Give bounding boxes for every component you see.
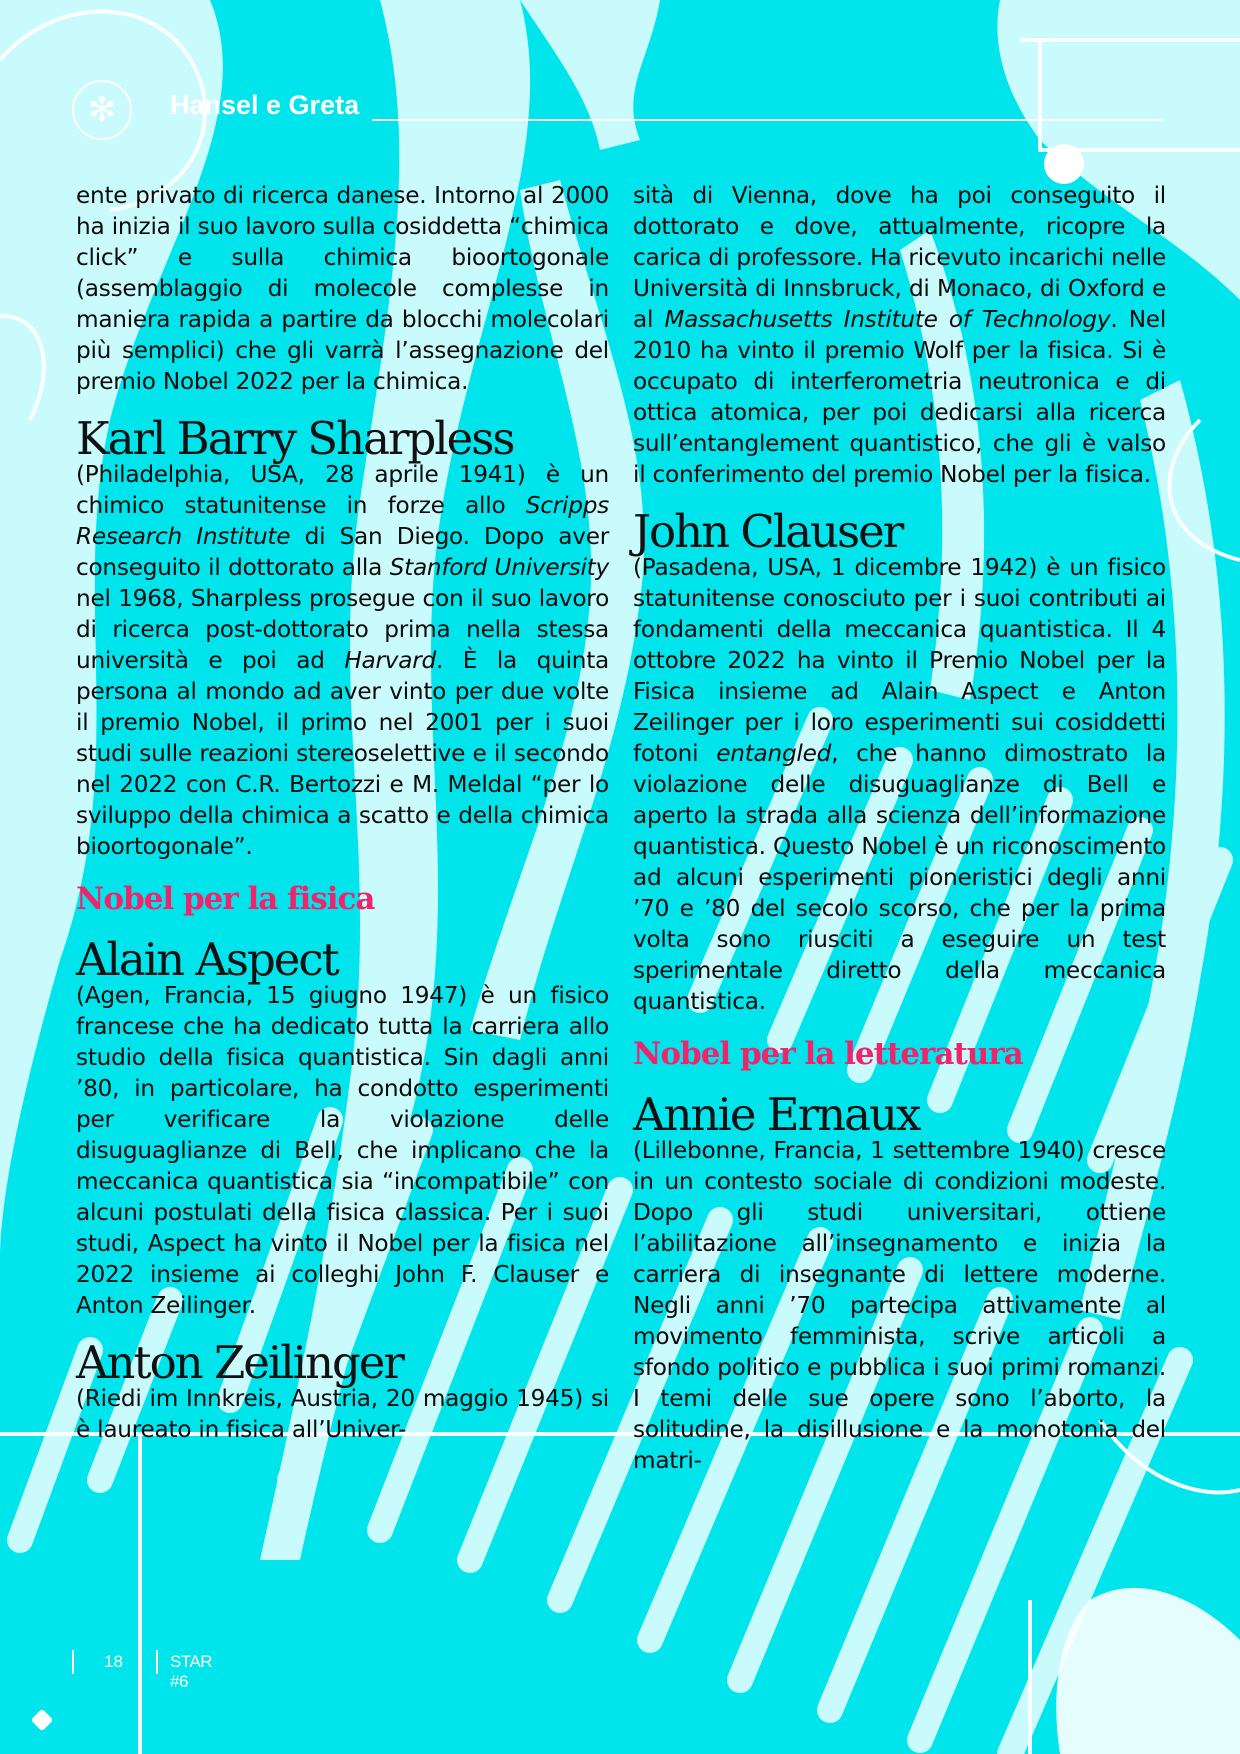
heading-ernaux: Annie Ernaux [633, 1088, 920, 1141]
paragraph-aspect: (Agen, Francia, 15 giugno 1947) è un fisico francese che ha dedicato tutta la carriera allo studio della fisica quantistica. Sin dagli anni ’80, in particolare, ha condotto esperimenti per verificare la violazione delle disuguaglianze di Bell, che implicano che la meccanica quantistica sia “incompatibile” con alcuni postulati della fisica classica. Per i suoi studi, Aspect ha vinto il Nobel per la fisica nel 2022 insieme ai colleghi John F. Clauser e Anton Zeilinger. [76, 982, 609, 1319]
heading-sharpless: Karl Barry Sharpless [76, 412, 514, 465]
page-number: 18 [104, 1652, 123, 1671]
heading-zeilinger: Anton Zeilinger [76, 1336, 403, 1389]
left-column [76, 180, 609, 1445]
section-title: Hansel e Greta [170, 90, 360, 120]
header-rule [372, 119, 1164, 121]
category-literature: Nobel per la letteratura [633, 1036, 1023, 1072]
heading-aspect: Alain Aspect [76, 933, 338, 986]
paragraph-sharpless: (Philadelphia, USA, 28 aprile 1941) è un chimico statunitense in forze allo Scripps Research Institute di San Diego. Dopo aver conseguito il dottorato alla Stanford University nel 1968, Sharpless prosegue con il suo lavoro di ricerca post-dottorato prima nella stessa università e poi ad Harvard. È la quinta persona al mondo ad aver vinto per due volte il premio Nobel, il primo nel 2001 per i suoi studi sulle reazioni stereoselettive e il secondo nel 2022 con C.R. Bertozzi e M. Meldal “per lo sviluppo della chimica a scatto e della chimica bioortogonale”. [76, 461, 610, 860]
right-column [633, 180, 1166, 1476]
paragraph-clauser: (Pasadena, USA, 1 dicembre 1942) è un fisico statunitense conosciuto per i suoi contributi ai fondamenti della meccanica quantistica. Il 4 ottobre 2022 ha vinto il Premio Nobel per la Fisica insieme ad Alain Aspect e Anton Zeilinger per i loro esperimenti sui cosiddetti fotoni entangled, che hanno dimostrato la violazione delle disuguaglianze di Bell e aperto la strada alla scienza dell’informazione quantistica. Questo Nobel è un riconoscimento ad alcuni esperimenti pioneristici degli anni ’70 e ’80 del secolo scorso, che per la prima volta sono riusciti a eseguire un test sperimentale diretto della meccanica quantistica. [633, 554, 1167, 1015]
category-physics: Nobel per la fisica [76, 881, 375, 917]
page-header [72, 80, 1172, 140]
paragraph-zeilinger: (Riedi im Innkreis, Austria, 20 maggio 1945) si è laureato in fisica all’Univer- [76, 1385, 609, 1443]
heading-clauser: John Clauser [633, 505, 903, 558]
footer-divider [156, 1650, 158, 1674]
issue-label: STAR #6 [170, 1652, 213, 1691]
asterisk-icon: ✻ [72, 80, 132, 140]
paragraph-ernaux: (Lillebonne, Francia, 1 settembre 1940) cresce in un contesto sociale di condizioni modeste. Dopo gli studi universitari, ottiene l’abilitazione all’insegnamento e inizia la carriera di insegnante di lettere moderne. Negli anni ’70 partecipa attivamente al movimento femminista, scrive articoli a sfondo politico e pubblica i suoi primi romanzi. I temi delle sue opere sono l’aborto, la solitudine, la disillusione e la monotonia del matri- [633, 1137, 1166, 1474]
intro-paragraph: ente privato di ricerca danese. Intorno al 2000 ha inizia il suo lavoro sulla cosiddetta “chimica click” e sulla chimica bioortogonale (assemblaggio di molecole complesse in maniera rapida a partire da blocchi molecolari più semplici) che gli varrà l’assegnazione del premio Nobel 2022 per la chimica. [76, 182, 609, 395]
paragraph-zeilinger-cont: sità di Vienna, dove ha poi conseguito il dottorato e dove, attualmente, ricopre la carica di professore. Ha ricevuto incarichi nelle Università di Innsbruck, di Monaco, di Oxford e al Massachusetts Institute of Technology. Nel 2010 ha vinto il premio Wolf per la fisica. Si è occupato di interferometria neutronica e di ottica atomica, per poi dedicarsi alla ricerca sull’entanglement quantistico, che gli è valso il conferimento del premio Nobel per la fisica. [633, 182, 1167, 488]
footer-divider [72, 1650, 74, 1674]
